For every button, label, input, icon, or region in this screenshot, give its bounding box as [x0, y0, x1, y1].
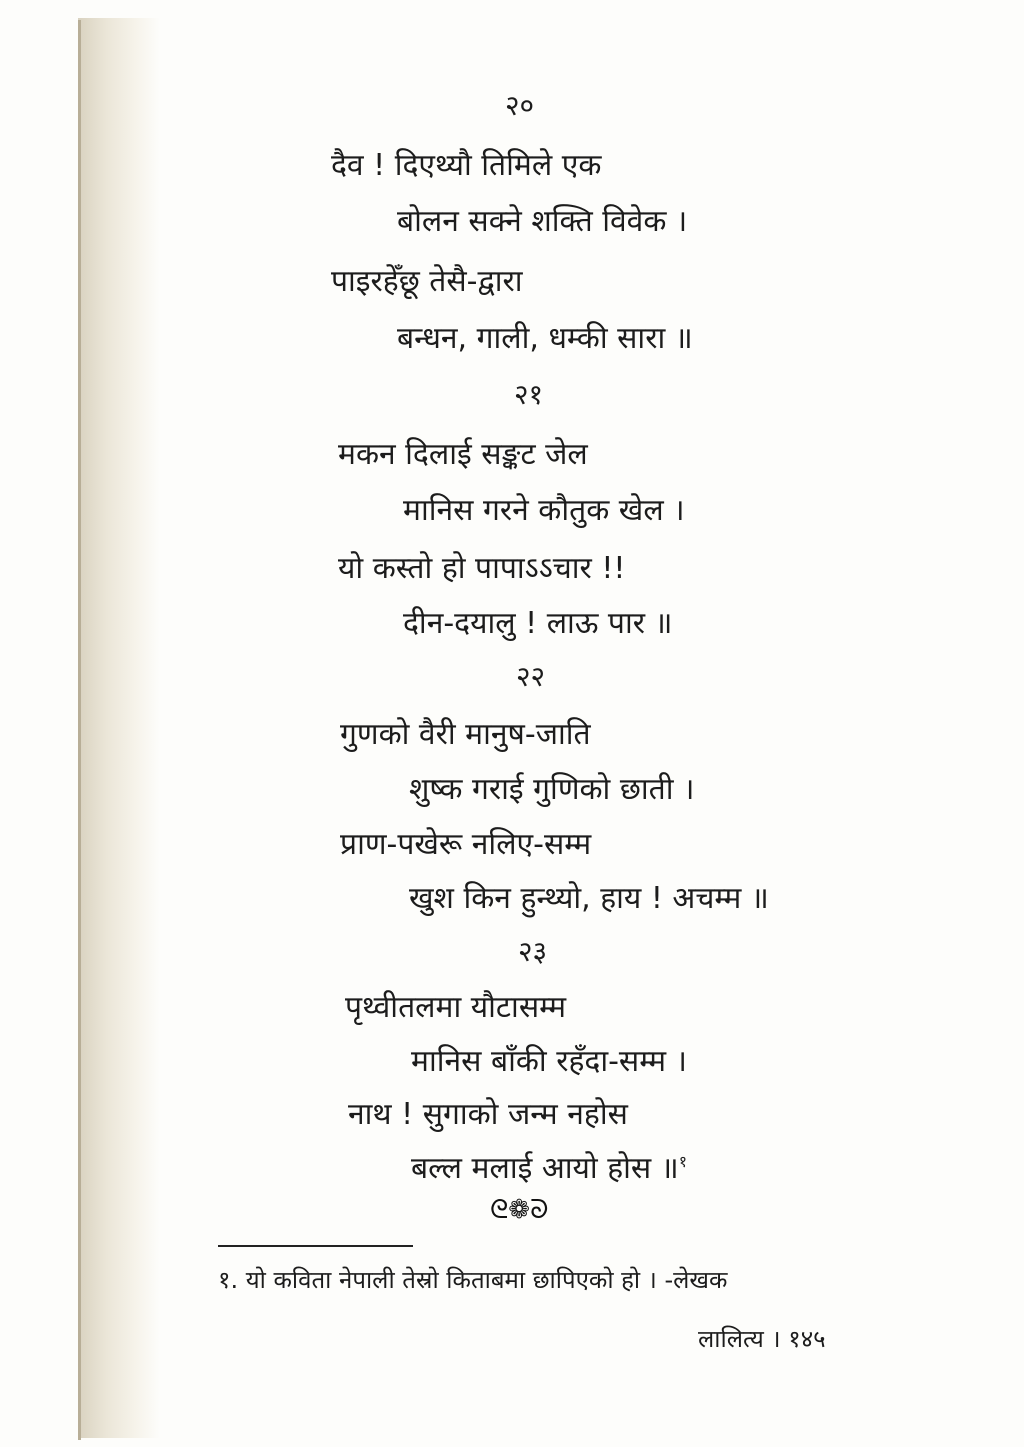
verse-line: शुष्क गराई गुणिको छाती । [409, 772, 695, 807]
verse-line-text: बल्ल मलाई आयो होस ॥ [411, 1151, 679, 1186]
footnote-marker: १ [678, 1152, 688, 1171]
stanza-number: २२ [516, 660, 546, 693]
verse-line: मकन दिलाई सङ्कट जेल [338, 437, 588, 472]
verse-line: पृथ्वीतलमा यौटासम्म [345, 990, 567, 1025]
verse-line: बोलन सक्ने शक्ति विवेक । [397, 204, 688, 239]
verse-line [411, 1146, 687, 1187]
footnote-divider [218, 1245, 413, 1247]
verse-line: मानिस गरने कौतुक खेल । [403, 493, 685, 528]
stanza-number: २० [505, 89, 535, 122]
end-ornament: ᘓ❁ᘐ [490, 1195, 549, 1225]
verse-line: बन्धन, गाली, धम्की सारा ॥ [397, 321, 693, 356]
stanza-number: २३ [518, 935, 548, 968]
page-binding-edge [78, 20, 81, 1440]
verse-line: मानिस बाँकी रहँदा-सम्म । [411, 1044, 688, 1079]
verse-line: पाइरहेँछू तेसै-द्वारा [331, 264, 523, 299]
verse-line: यो कस्तो हो पापाऽऽचार !! [338, 551, 626, 586]
verse-line: नाथ ! सुगाको जन्म नहोस [348, 1097, 628, 1132]
verse-line: प्राण-पखेरू नलिए-सम्म [340, 827, 592, 862]
stanza-number: २१ [514, 378, 544, 411]
verse-line: दीन-दयालु ! लाऊ पार ॥ [403, 606, 673, 641]
footnote-text: १. यो कविता नेपाली तेस्रो किताबमा छापिएको हो । -लेखक [218, 1266, 728, 1294]
verse-line: दैव ! दिएथ्यौ तिमिले एक [331, 148, 602, 183]
page-footer: लालित्य । १४५ [698, 1325, 826, 1353]
verse-line: खुश किन हुन्थ्यो, हाय ! अचम्म ॥ [409, 881, 769, 916]
verse-line: गुणको वैरी मानुष-जाति [340, 717, 591, 752]
page-binding-shadow [78, 18, 160, 1438]
